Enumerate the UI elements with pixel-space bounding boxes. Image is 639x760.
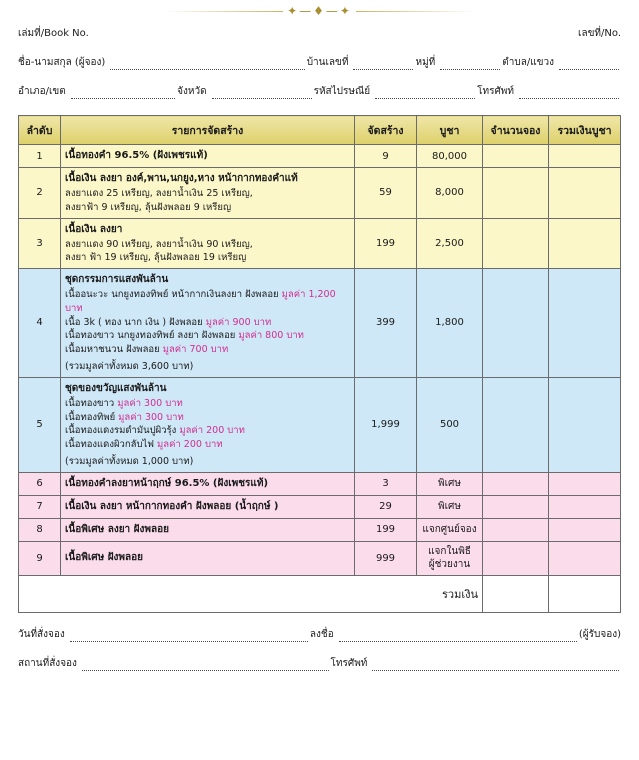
row-reserve-qty[interactable] (483, 541, 549, 575)
row-total[interactable] (549, 218, 621, 269)
row-description (61, 168, 355, 219)
zip-input[interactable] (375, 88, 475, 99)
row-description (61, 218, 355, 269)
tambon-label: ตำบล/แขวง (502, 57, 554, 68)
row-reserve-qty[interactable] (483, 472, 549, 495)
row-title: ชุดกรรมการแสงพันล้าน (65, 274, 169, 286)
name-address-line (18, 55, 621, 70)
row-reserve-qty[interactable] (483, 269, 549, 378)
row-subline: ลงยา ฟ้า 19 เหรียญ, ลุ้นฝังพลอย 19 เหรียญ (65, 252, 247, 264)
row-total[interactable] (549, 269, 621, 378)
col-total-amount: รวมเงินบูชา (549, 116, 621, 145)
date-sign-line (18, 627, 621, 642)
row-description (61, 518, 355, 541)
row-description (61, 541, 355, 575)
row-index: 9 (19, 541, 61, 575)
row-note: (รวมมูลค่าทั้งหมด 3,600 บาท) (65, 360, 194, 372)
table-row (19, 145, 621, 168)
row-subline: เนื้อทองขาว นกยูงทองทิพย์ ลงยา ฝังพลอย มูลค่า 800 บาท (65, 330, 304, 342)
row-made: 1,999 (355, 377, 417, 472)
ornament-line-left (163, 11, 283, 12)
row-made: 199 (355, 218, 417, 269)
zip-label: รหัสไปรษณีย์ (313, 86, 371, 97)
row-worship: พิเศษ (417, 495, 483, 518)
row-worship: 80,000 (417, 145, 483, 168)
book-number-row (18, 26, 621, 41)
row-worship: 2,500 (417, 218, 483, 269)
col-description: รายการจัดสร้าง (61, 116, 355, 145)
row-subline: เนื้อมหาชนวน ฝังพลอย มูลค่า 700 บาท (65, 344, 229, 356)
house-no-input[interactable] (353, 59, 413, 70)
grand-total-qty[interactable] (483, 575, 549, 612)
row-subline: เนื้อทองขาว มูลค่า 300 บาท (65, 397, 183, 409)
province-label: จังหวัด (177, 86, 207, 97)
ornament-line-right (356, 11, 476, 12)
row-description (61, 472, 355, 495)
signature-label: ลงชื่อ (309, 628, 334, 640)
row-reserve-qty[interactable] (483, 518, 549, 541)
row-index: 6 (19, 472, 61, 495)
table-head (19, 116, 621, 145)
table-row (19, 541, 621, 575)
receiver-label: (ผู้รับจอง) (578, 628, 622, 640)
row-subline: เนื้อทองแดงรมดำมันปูผิวรุ้ง มูลค่า 200 บาท (65, 425, 245, 437)
phone-label: โทรศัพท์ (477, 86, 514, 97)
row-description (61, 145, 355, 168)
row-title: เนื้อทองคำลงยาหน้าฤกษ์ 96.5% (ฝังเพชรแท้) (65, 477, 269, 489)
place-phone-line (18, 656, 621, 671)
row-reserve-qty[interactable] (483, 495, 549, 518)
row-subline: ลงยาแดง 90 เหรียญ, ลงยาน้ำเงิน 90 เหรียญ, (65, 238, 253, 250)
row-subline: เนื้ออนะวะ นกยูงทองทิพย์ หน้ากากเงินลงยา ฝังพลอย มูลค่า 1,200 บาท (65, 289, 336, 314)
top-ornament (18, 0, 621, 22)
row-total[interactable] (549, 168, 621, 219)
row-reserve-qty[interactable] (483, 145, 549, 168)
row-total[interactable] (549, 518, 621, 541)
items-table (18, 115, 621, 613)
house-no-label: บ้านเลขที่ (306, 57, 349, 68)
row-made: 9 (355, 145, 417, 168)
row-title: เนื้อพิเศษ ลงยา ฝังพลอย (65, 523, 169, 535)
grand-total-label: รวมเงิน (19, 575, 483, 612)
row-description (61, 495, 355, 518)
row-reserve-qty[interactable] (483, 218, 549, 269)
table-body (19, 145, 621, 613)
amphoe-label: อำเภอ/เขต (18, 86, 66, 97)
table-row (19, 218, 621, 269)
row-title: เนื้อเงิน ลงยา องค์,พาน,นกยูง,หาง หน้ากากทองคำแท้ (65, 173, 298, 184)
row-index: 4 (19, 269, 61, 378)
moo-input[interactable] (440, 59, 500, 70)
book-no-label: เล่มที่/Book No. (18, 28, 89, 39)
row-subline: เนื้อทองทิพย์ มูลค่า 300 บาท (65, 411, 184, 423)
name-input[interactable] (110, 59, 304, 70)
order-place-label: สถานที่สั่งจอง (18, 657, 77, 669)
phone-input[interactable] (519, 88, 619, 99)
name-label: ชื่อ-นามสกุล (ผู้จอง) (18, 57, 106, 68)
row-made: 999 (355, 541, 417, 575)
row-worship: 500 (417, 377, 483, 472)
order-place-input[interactable] (82, 660, 329, 671)
row-title: เนื้อเงิน ลงยา หน้ากากทองคำ ฝังพลอย (น้ำฤกษ์ ) (65, 500, 279, 512)
row-worship: 1,800 (417, 269, 483, 378)
table-row (19, 377, 621, 472)
order-date-label: วันที่สั่งจอง (18, 628, 65, 640)
row-worship: แจกศูนย์จอง (417, 518, 483, 541)
row-subline: เนื้อทองแดงผิวกลับไฟ มูลค่า 200 บาท (65, 439, 223, 451)
district-line (18, 84, 621, 99)
row-made: 199 (355, 518, 417, 541)
row-subline: ลงยาแดง 25 เหรียญ, ลงยาน้ำเงิน 25 เหรียญ, (65, 188, 253, 199)
row-subline: ลงยาฟ้า 9 เหรียญ, ลุ้นฝังพลอย 9 เหรียญ (65, 201, 232, 213)
row-made: 59 (355, 168, 417, 219)
row-total[interactable] (549, 541, 621, 575)
amphoe-input[interactable] (71, 88, 175, 99)
footer-phone-input[interactable] (372, 660, 619, 671)
moo-label: หมู่ที่ (415, 57, 436, 68)
row-worship: แจกในพิธี ผู้ช่วยงาน (417, 541, 483, 575)
row-index: 5 (19, 377, 61, 472)
table-row (19, 495, 621, 518)
row-title: ชุดของขวัญแสงพันล้าน (65, 382, 167, 394)
grand-total-amount[interactable] (549, 575, 621, 612)
table-total-row (19, 575, 621, 612)
row-note: (รวมมูลค่าทั้งหมด 1,000 บาท) (65, 455, 194, 467)
row-description (61, 269, 355, 378)
table-row (19, 168, 621, 219)
row-made: 3 (355, 472, 417, 495)
footer-section (18, 627, 621, 671)
table-row (19, 472, 621, 495)
ornament-center-icon: ✦—♦—✦ (287, 4, 352, 18)
row-description (61, 377, 355, 472)
row-index: 8 (19, 518, 61, 541)
row-worship: พิเศษ (417, 472, 483, 495)
row-made: 29 (355, 495, 417, 518)
row-index: 2 (19, 168, 61, 219)
tambon-input[interactable] (559, 59, 619, 70)
col-worship: บูชา (417, 116, 483, 145)
row-title: เนื้อพิเศษ ฝังพลอย (65, 552, 144, 564)
row-title: เนื้อทองคำ 96.5% (ฝังเพชรแท้) (65, 150, 208, 161)
col-made: จัดสร้าง (355, 116, 417, 145)
order-date-input[interactable] (70, 631, 308, 642)
row-made: 399 (355, 269, 417, 378)
no-label: เลขที่/No. (578, 28, 621, 39)
table-row (19, 518, 621, 541)
row-total[interactable] (549, 495, 621, 518)
row-reserve-qty[interactable] (483, 168, 549, 219)
row-index: 3 (19, 218, 61, 269)
signature-input[interactable] (339, 631, 577, 642)
col-no: ลำดับ (19, 116, 61, 145)
row-index: 1 (19, 145, 61, 168)
row-worship: 8,000 (417, 168, 483, 219)
row-index: 7 (19, 495, 61, 518)
row-subline: เนื้อ 3k ( ทอง นาก เงิน ) ฝังพลอย มูลค่า 900 บาท (65, 316, 272, 328)
row-reserve-qty[interactable] (483, 377, 549, 472)
table-row (19, 269, 621, 378)
col-reserve-qty: จำนวนจอง (483, 116, 549, 145)
row-title: เนื้อเงิน ลงยา (65, 223, 123, 235)
table-header-row (19, 116, 621, 145)
footer-phone-label: โทรศัพท์ (330, 657, 368, 669)
row-total[interactable] (549, 472, 621, 495)
row-total[interactable] (549, 145, 621, 168)
row-total[interactable] (549, 377, 621, 472)
province-input[interactable] (212, 88, 312, 99)
